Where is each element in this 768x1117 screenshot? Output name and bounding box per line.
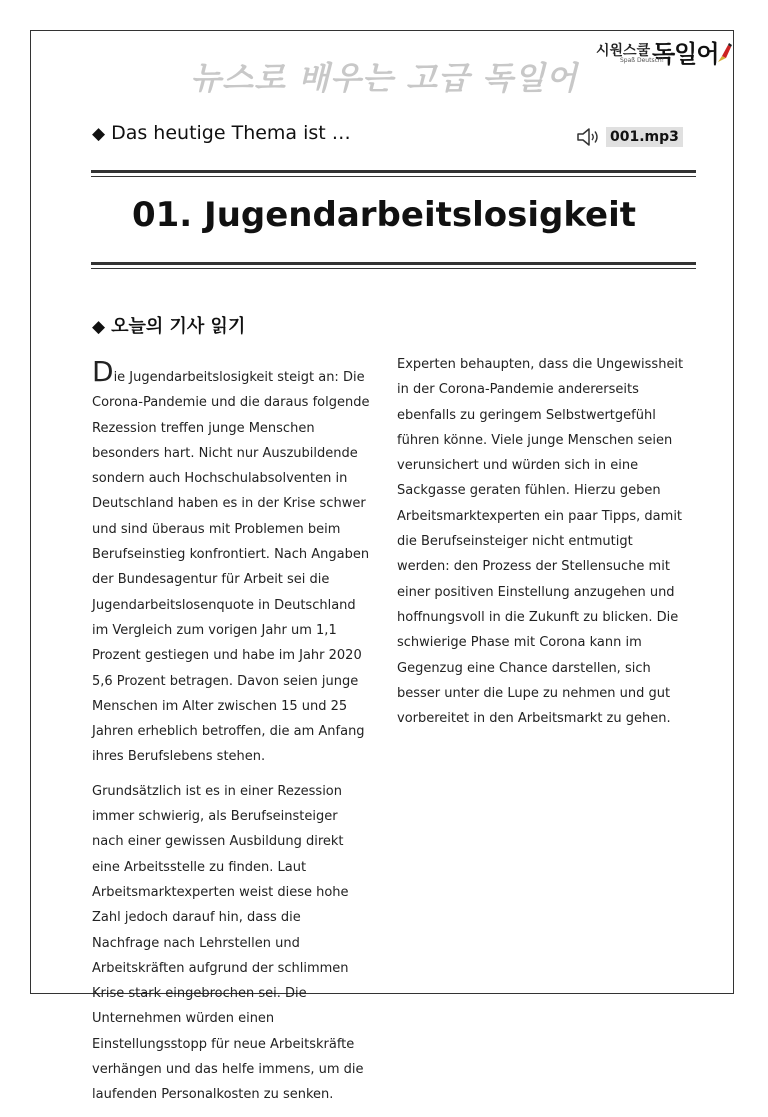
header-rule-bottom-thick bbox=[91, 262, 696, 265]
article-column-right bbox=[397, 352, 687, 740]
audio-file-label[interactable]: 001.mp3 bbox=[606, 127, 683, 147]
topic-intro-text: Das heutige Thema ist … bbox=[111, 122, 351, 144]
topic-intro bbox=[92, 122, 351, 144]
logo-brand-sub: Spaß Deutsch! bbox=[620, 57, 665, 64]
paragraph-1-text: ie Jugendarbeitslosigkeit steigt an: Die Corona-Pandemie und die daraus folgende Rezession treffen junge Menschen besonders hart. Nicht nur Auszubildende sondern auch Hochschulabsolventen in Deutschland haben es in der Krise schwer und sind überaus mit Problemen beim Berufseinstieg konfrontiert. Nach Angaben der Bundesagentur für Arbeit sei die Jugendarbeitslosenquote in Deutschland im Vergleich zum vorigen Jahr um 1,1 Prozent gestiegen und habe im Jahr 2020 5,6 Prozent betragen. Davon seien junge Menschen im Alter zwischen 15 und 25 Jahren erheblich betroffen, die am Anfang ihres Berufslebens stehen. bbox=[92, 370, 370, 765]
drop-cap: D bbox=[92, 355, 114, 388]
audio-player[interactable] bbox=[576, 124, 683, 150]
header-rule-top-thick bbox=[91, 170, 696, 173]
header-rule-bottom-thin bbox=[91, 268, 696, 269]
section-heading-text: 오늘의 기사 읽기 bbox=[111, 316, 246, 337]
article-paragraph-3: Experten behaupten, dass die Ungewissheit in der Corona-Pandemie andererseits ebenfalls zu geringem Selbstwertgefühl führen könne. Viele junge Menschen seien verunsichert und würden sich in eine Sackgasse geraten fühlen. Hierzu geben Arbeitsmarktexperten ein paar Tipps, damit die Berufseinsteiger nicht entmutigt werden: den Prozess der Stellensuche mit einer positiven Einstellung anzugehen und hoffnungsvoll in die Zukunft zu blicken. Die schwierige Phase mit Corona kann im Gegenzug eine Chance darstellen, sich besser unter die Lupe zu nehmen und gut vorbereitet in den Arbeitsmarkt zu gehen. bbox=[397, 357, 684, 727]
article-paragraph-1 bbox=[92, 355, 372, 770]
header-rule-top-thin bbox=[91, 176, 696, 177]
diamond-bullet-icon: ◆ bbox=[92, 317, 106, 337]
headline: 01. Jugendarbeitslosigkeit bbox=[131, 195, 637, 235]
speaker-icon[interactable] bbox=[576, 126, 602, 148]
diamond-bullet-icon: ◆ bbox=[92, 124, 106, 144]
logo-brand-big: 독일어 bbox=[652, 40, 719, 68]
article-column-left bbox=[92, 355, 372, 1117]
logo-brand-small: 시원스쿨 bbox=[596, 43, 651, 59]
article-paragraph-2: Grundsätzlich ist es in einer Rezession immer schwierig, als Berufseinsteiger nach einer gewissen Ausbildung direkt eine Arbeitsstelle zu finden. Laut Arbeitsmarktexperten weist diese hohe Zahl jedoch darauf hin, dass die Nachfrage nach Lehrstellen und Arbeitskräften aufgrund der schlimmen Krise stark eingebrochen sei. Die Unternehmen würden einen Einstellungsstopp für neue Arbeitskräfte verhängen und das helfe immens, um die laufenden Personalkosten zu senken. bbox=[92, 783, 364, 1103]
series-title: 뉴스로 배우는 고급 독일어 bbox=[190, 59, 578, 97]
section-heading bbox=[92, 312, 245, 338]
